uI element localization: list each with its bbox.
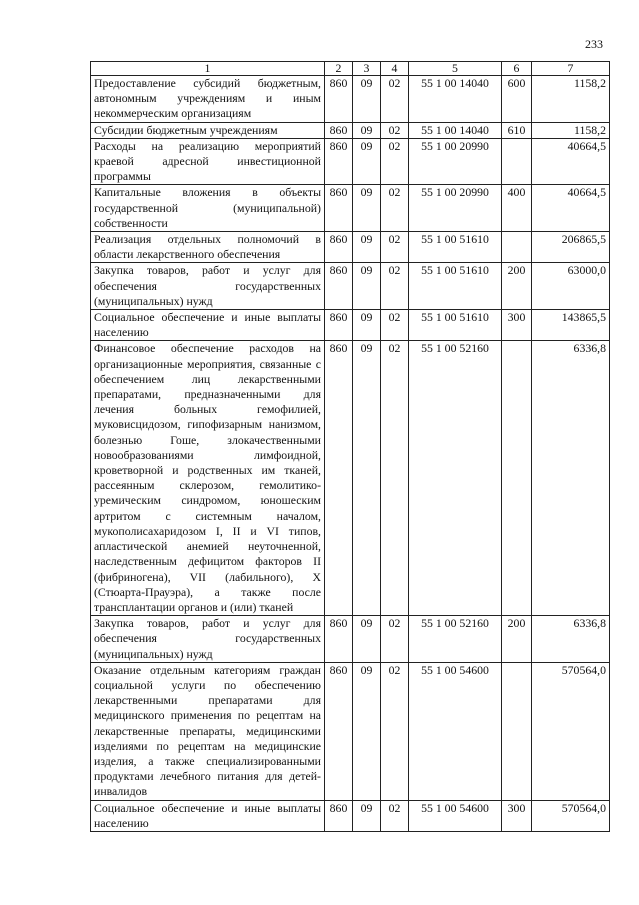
vr-cell: 200 — [502, 616, 532, 663]
pr-cell: 02 — [381, 122, 409, 138]
sum-cell: 570564,0 — [532, 662, 610, 800]
table-row — [91, 122, 610, 138]
ved-cell: 860 — [325, 138, 353, 185]
sum-cell: 206865,5 — [532, 232, 610, 263]
vr-cell — [502, 341, 532, 616]
row-name-cell: Оказание отдельным категориям граждан социальной услуги по обеспечению лекарственными препаратами для медицинского применения по рецептам на лекарственные препараты, медицинскими изделиями по рецептам на медицинские изделия, а также специализированными продуктами лечебного питания для детей-инвалидов — [91, 662, 325, 800]
pr-cell: 02 — [381, 76, 409, 123]
table-row — [91, 341, 610, 616]
ved-cell: 860 — [325, 76, 353, 123]
header-cell: 7 — [532, 62, 610, 76]
sum-cell: 40664,5 — [532, 185, 610, 232]
vr-cell: 300 — [502, 800, 532, 831]
header-cell: 3 — [353, 62, 381, 76]
pr-cell: 02 — [381, 138, 409, 185]
rz-cell: 09 — [353, 310, 381, 341]
ved-cell: 860 — [325, 800, 353, 831]
row-name-cell: Финансовое обеспечение расходов на организационные мероприятия, связанные с обеспечением лиц лекарственными препаратами, предназначенными для лечения больных гемофилией, муковисцидозом, гипофизарным нанизмом, болезнью Гоше, злокачественными новообразованиями лимфоидной, кроветворной и родственных им тканей, рассеянным склерозом, гемолитико-уремическим синдромом, юношеским артритом с системным началом, мукополисахаридозом I, II и VI типов, апластической анемией неуточненной, наследственным дефицитом факторов II (фибриногена), VII (лабильного), X (Стюарта-Прауэра), а также после трансплантации органов и (или) тканей — [91, 341, 325, 616]
header-cell: 5 — [409, 62, 502, 76]
ved-cell: 860 — [325, 232, 353, 263]
row-name-cell: Реализация отдельных полномочий в области лекарственного обеспечения — [91, 232, 325, 263]
row-name-cell: Предоставление субсидий бюджетным, автономным учреждениям и иным некоммерческим организациям — [91, 76, 325, 123]
sum-cell: 63000,0 — [532, 263, 610, 310]
vr-cell: 200 — [502, 263, 532, 310]
csr-cell: 55 1 00 54600 — [409, 800, 502, 831]
pr-cell: 02 — [381, 662, 409, 800]
rz-cell: 09 — [353, 138, 381, 185]
ved-cell: 860 — [325, 122, 353, 138]
vr-cell: 400 — [502, 185, 532, 232]
table-row — [91, 185, 610, 232]
table-row — [91, 310, 610, 341]
csr-cell: 55 1 00 51610 — [409, 263, 502, 310]
pr-cell: 02 — [381, 310, 409, 341]
ved-cell: 860 — [325, 662, 353, 800]
rz-cell: 09 — [353, 341, 381, 616]
vr-cell: 600 — [502, 76, 532, 123]
pr-cell: 02 — [381, 185, 409, 232]
budget-table — [90, 61, 610, 832]
vr-cell: 300 — [502, 310, 532, 341]
page-number: 233 — [585, 37, 603, 51]
header-cell: 1 — [91, 62, 325, 76]
sum-cell: 40664,5 — [532, 138, 610, 185]
csr-cell: 55 1 00 54600 — [409, 662, 502, 800]
row-name-cell: Расходы на реализацию мероприятий краевой адресной инвестиционной программы — [91, 138, 325, 185]
table-row — [91, 263, 610, 310]
table-row — [91, 800, 610, 831]
ved-cell: 860 — [325, 310, 353, 341]
ved-cell: 860 — [325, 185, 353, 232]
table-row — [91, 616, 610, 663]
header-row — [91, 62, 610, 76]
row-name-cell: Социальное обеспечение и иные выплаты населению — [91, 800, 325, 831]
csr-cell: 55 1 00 14040 — [409, 122, 502, 138]
csr-cell: 55 1 00 52160 — [409, 616, 502, 663]
ved-cell: 860 — [325, 341, 353, 616]
sum-cell: 570564,0 — [532, 800, 610, 831]
csr-cell: 55 1 00 14040 — [409, 76, 502, 123]
rz-cell: 09 — [353, 263, 381, 310]
pr-cell: 02 — [381, 341, 409, 616]
csr-cell: 55 1 00 51610 — [409, 310, 502, 341]
table-row — [91, 232, 610, 263]
ved-cell: 860 — [325, 616, 353, 663]
sum-cell: 1158,2 — [532, 76, 610, 123]
csr-cell: 55 1 00 20990 — [409, 185, 502, 232]
ved-cell: 860 — [325, 263, 353, 310]
header-cell: 4 — [381, 62, 409, 76]
vr-cell — [502, 662, 532, 800]
csr-cell: 55 1 00 52160 — [409, 341, 502, 616]
rz-cell: 09 — [353, 122, 381, 138]
row-name-cell: Социальное обеспечение и иные выплаты населению — [91, 310, 325, 341]
header-cell: 2 — [325, 62, 353, 76]
rz-cell: 09 — [353, 232, 381, 263]
sum-cell: 1158,2 — [532, 122, 610, 138]
pr-cell: 02 — [381, 616, 409, 663]
table-row — [91, 138, 610, 185]
row-name-cell: Субсидии бюджетным учреждениям — [91, 122, 325, 138]
rz-cell: 09 — [353, 662, 381, 800]
pr-cell: 02 — [381, 800, 409, 831]
pr-cell: 02 — [381, 263, 409, 310]
sum-cell: 143865,5 — [532, 310, 610, 341]
rz-cell: 09 — [353, 76, 381, 123]
vr-cell: 610 — [502, 122, 532, 138]
rz-cell: 09 — [353, 616, 381, 663]
sum-cell: 6336,8 — [532, 341, 610, 616]
table-row — [91, 76, 610, 123]
csr-cell: 55 1 00 20990 — [409, 138, 502, 185]
row-name-cell: Закупка товаров, работ и услуг для обеспечения государственных (муниципальных) нужд — [91, 616, 325, 663]
header-cell: 6 — [502, 62, 532, 76]
sum-cell: 6336,8 — [532, 616, 610, 663]
csr-cell: 55 1 00 51610 — [409, 232, 502, 263]
vr-cell — [502, 232, 532, 263]
vr-cell — [502, 138, 532, 185]
pr-cell: 02 — [381, 232, 409, 263]
rz-cell: 09 — [353, 185, 381, 232]
row-name-cell: Капитальные вложения в объекты государственной (муниципальной) собственности — [91, 185, 325, 232]
rz-cell: 09 — [353, 800, 381, 831]
table-row — [91, 662, 610, 800]
row-name-cell: Закупка товаров, работ и услуг для обеспечения государственных (муниципальных) нужд — [91, 263, 325, 310]
